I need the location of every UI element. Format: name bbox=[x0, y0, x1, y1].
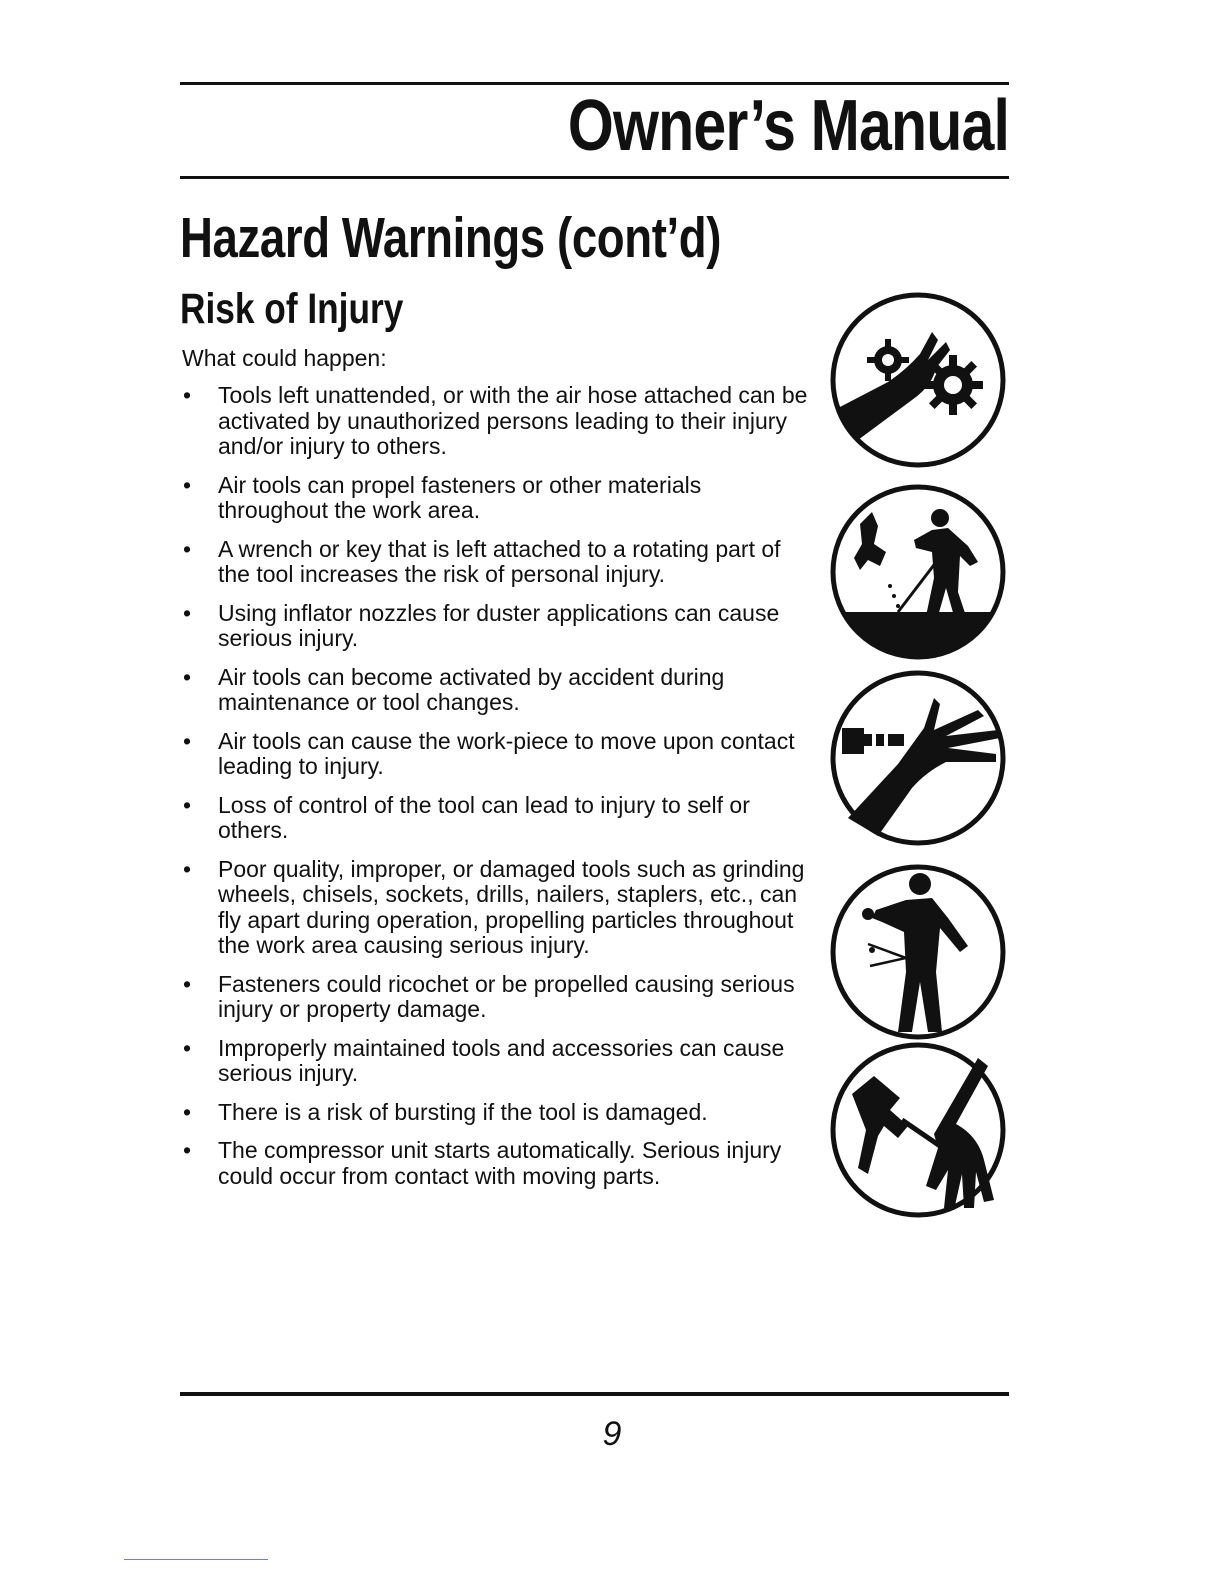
drill-injury-hand-icon bbox=[828, 1040, 1008, 1220]
footer-rule bbox=[180, 1392, 1009, 1396]
list-item bbox=[180, 473, 810, 524]
bullet-icon: • bbox=[183, 791, 192, 818]
list-item bbox=[180, 1138, 810, 1189]
list-item-text: Air tools can propel fasteners or other materials throughout the work area. bbox=[218, 471, 702, 523]
bullet-icon: • bbox=[183, 855, 192, 882]
bullet-icon: • bbox=[183, 1098, 192, 1125]
bullet-icon: • bbox=[183, 663, 192, 690]
bullet-icon: • bbox=[183, 970, 192, 997]
list-item-text: Air tools can cause the work-piece to move upon contact leading to injury. bbox=[218, 727, 795, 779]
list-item-text: There is a risk of bursting if the tool is damaged. bbox=[218, 1098, 708, 1125]
bullet-icon: • bbox=[183, 535, 192, 562]
list-item-text: Loss of control of the tool can lead to injury to self or others. bbox=[218, 791, 750, 843]
bullet-icon: • bbox=[183, 1034, 192, 1061]
list-item bbox=[180, 601, 810, 652]
bullet-icon: • bbox=[183, 471, 192, 498]
list-item bbox=[180, 729, 810, 780]
bullet-icon: • bbox=[183, 1137, 192, 1163]
manual-title: Owner’s Manual bbox=[567, 86, 1009, 166]
hazard-list bbox=[180, 383, 810, 1202]
list-item bbox=[180, 1036, 810, 1087]
page-number: 9 bbox=[602, 1415, 622, 1453]
tool-impact-hand-icon bbox=[828, 668, 1008, 848]
list-item-text: Using inflator nozzles for duster applications can cause serious injury. bbox=[218, 599, 780, 651]
bullet-icon: • bbox=[183, 382, 192, 408]
header-bottom-rule bbox=[180, 176, 1009, 179]
list-item-text: The compressor unit starts automatically. Serious injury could occur from contact with moving parts. bbox=[218, 1137, 782, 1189]
list-item bbox=[180, 793, 810, 844]
list-item bbox=[180, 972, 810, 1023]
list-item-text: Improperly maintained tools and accessories can cause serious injury. bbox=[218, 1034, 785, 1086]
list-item-text: Air tools can become activated by accident during maintenance or tool changes. bbox=[218, 663, 725, 715]
projectile-hits-person-icon bbox=[828, 862, 1008, 1042]
subsection-title: Risk of Injury bbox=[180, 285, 404, 333]
list-item bbox=[180, 537, 810, 588]
section-title: Hazard Warnings (cont’d) bbox=[180, 206, 721, 270]
list-item-text: Tools left unattended, or with the air hose attached can be activated by unauthorized persons leading to their injury and/or injury to others. bbox=[218, 382, 808, 459]
list-item bbox=[180, 665, 810, 716]
list-item bbox=[180, 383, 810, 460]
list-item bbox=[180, 857, 810, 959]
header-top-rule bbox=[180, 82, 1009, 85]
intro-text: What could happen: bbox=[182, 345, 387, 371]
bullet-icon: • bbox=[183, 599, 192, 626]
flying-particles-person-icon bbox=[828, 482, 1008, 662]
list-item-text: Fasteners could ricochet or be propelled causing serious injury or property damage. bbox=[218, 970, 795, 1022]
bullet-icon: • bbox=[183, 727, 192, 754]
hand-entanglement-gears-icon bbox=[828, 290, 1008, 470]
footer-link-underline bbox=[124, 1559, 268, 1560]
list-item bbox=[180, 1100, 810, 1126]
list-item-text: A wrench or key that is left attached to a rotating part of the tool increases the risk of personal injury. bbox=[218, 535, 781, 587]
list-item-text: Poor quality, improper, or damaged tools such as grinding wheels, chisels, sockets, drills, nailers, staplers, etc., can fly apart during operation, propelling particles throughout the work area causing serious injury. bbox=[218, 855, 805, 958]
